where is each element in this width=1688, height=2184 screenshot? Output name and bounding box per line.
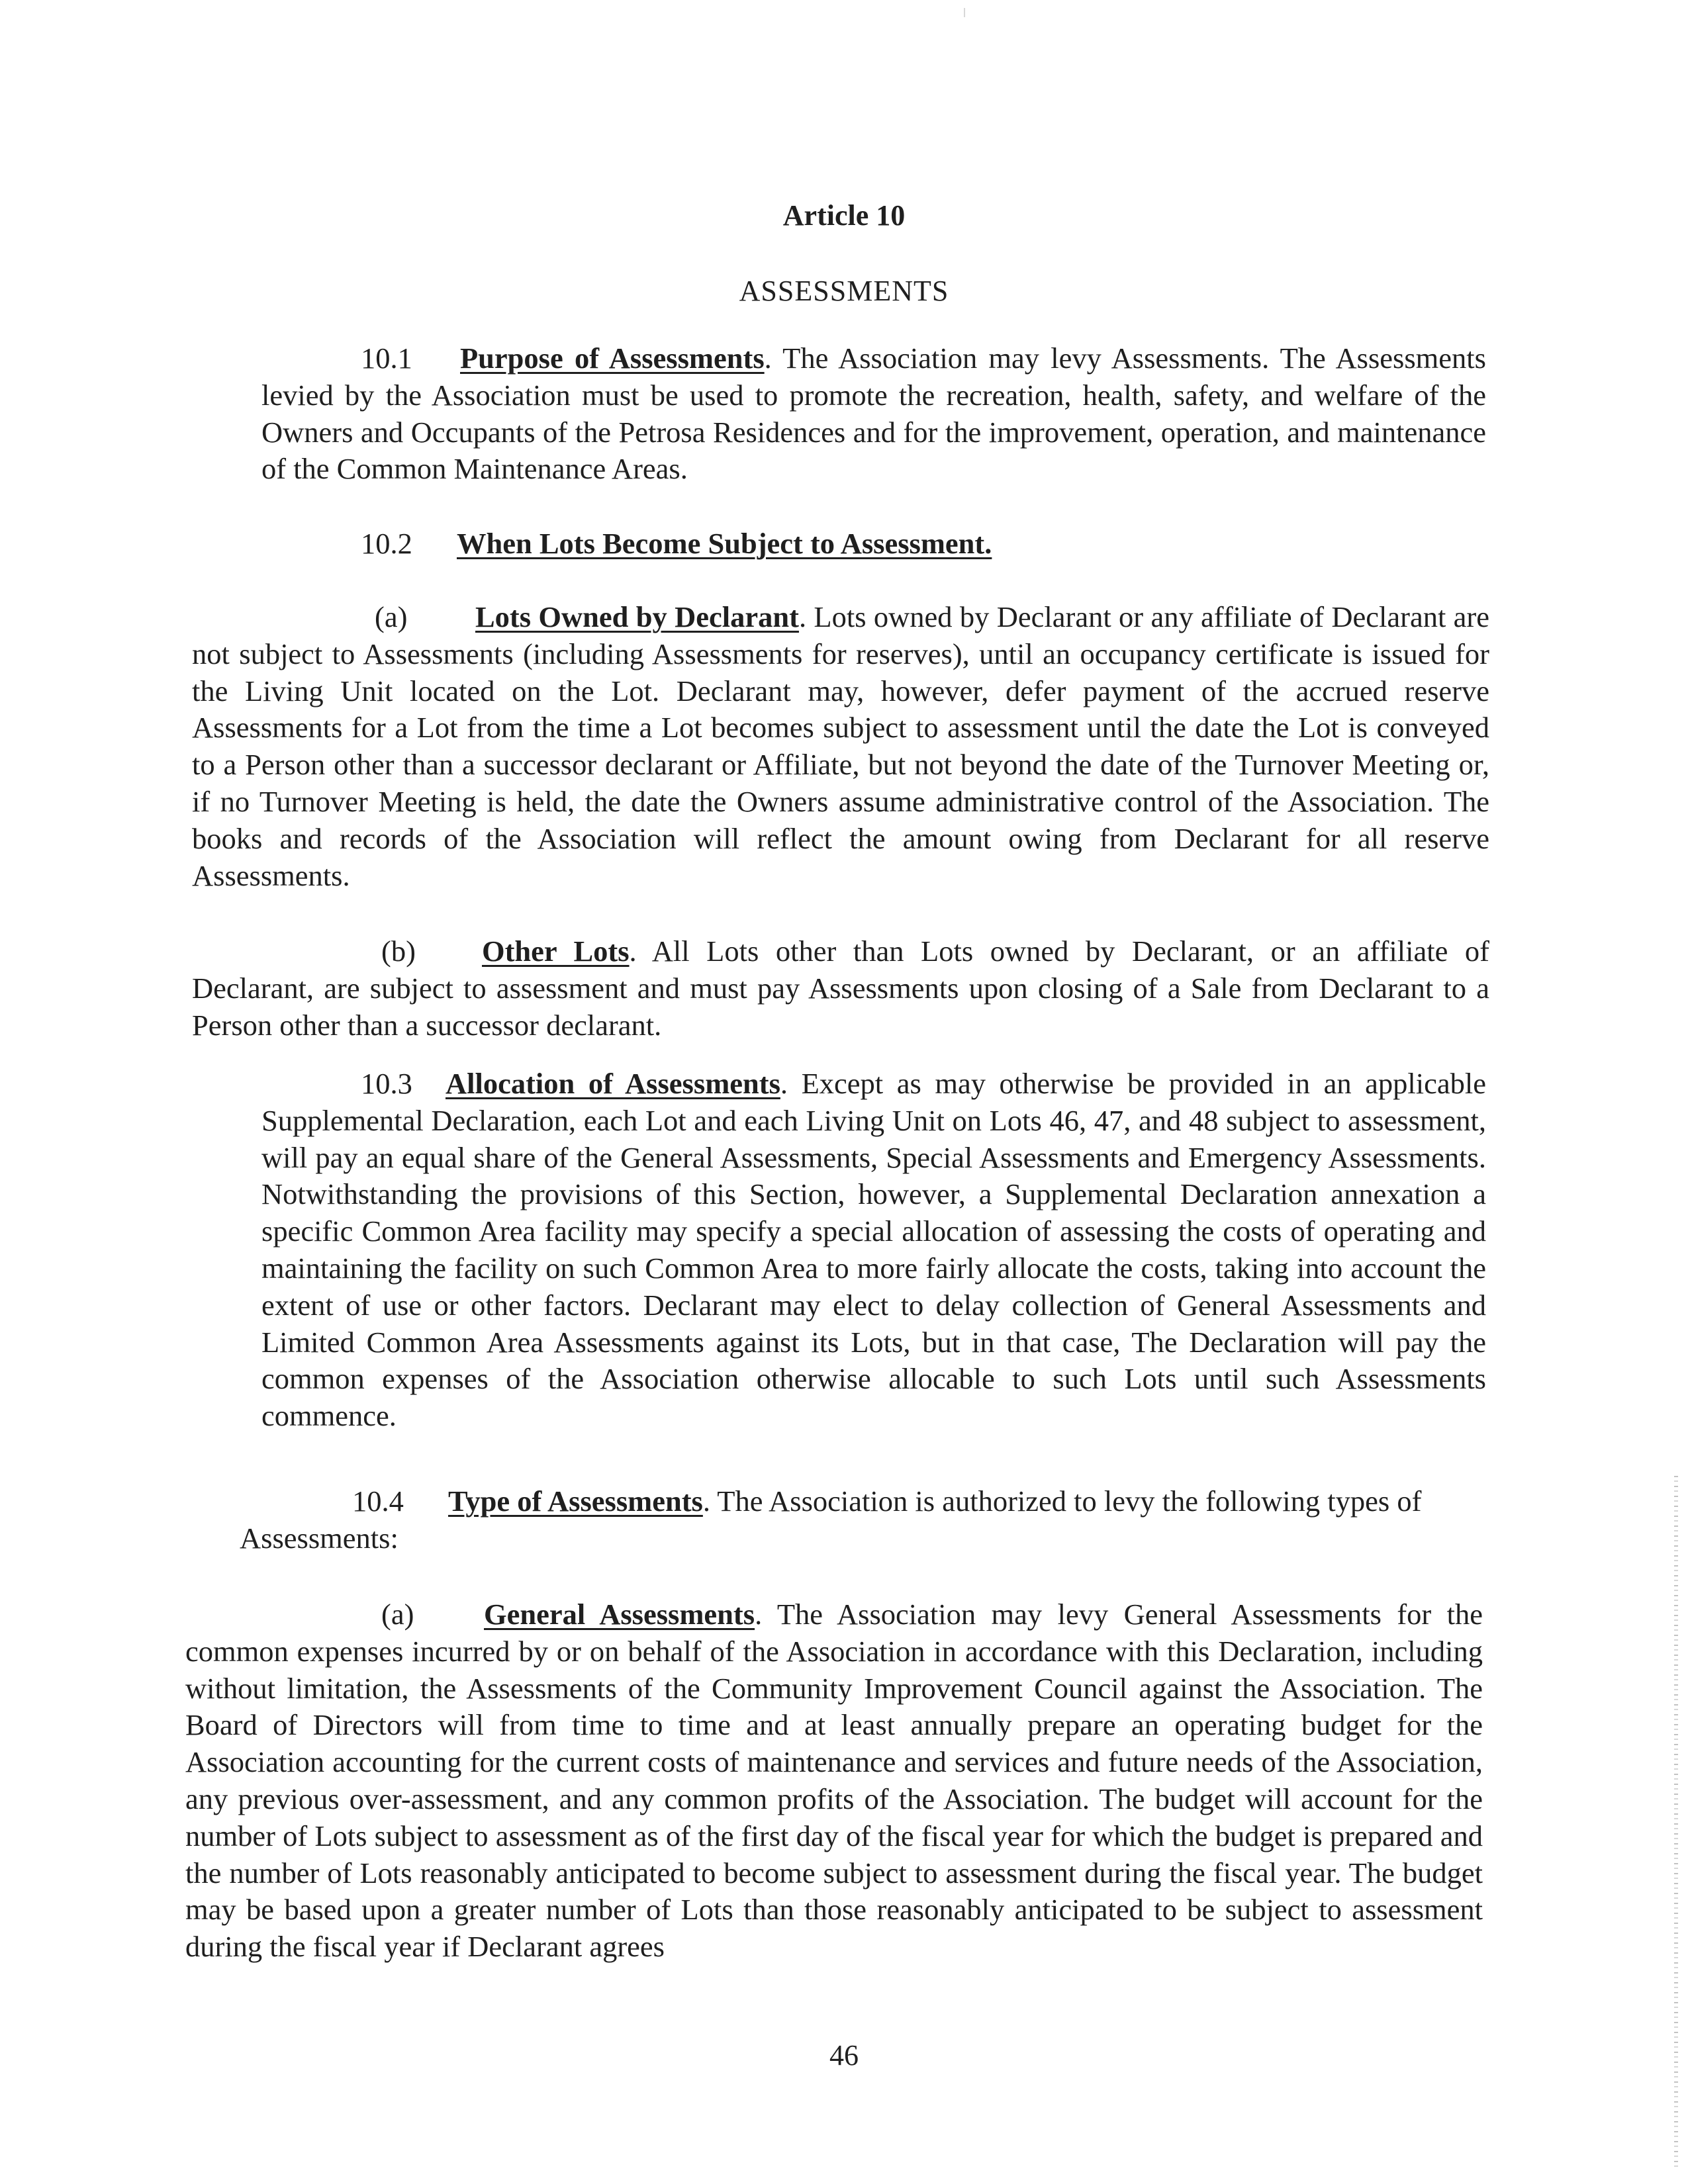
- section-title: Allocation of Assessments: [445, 1067, 780, 1100]
- section-text: . The Association may levy Assessments. The Assessments levied by the Association must be used to promote the recreation, health, safety, and welfare of the Owners and Occupants of the Petrosa Residences and for the improvement, operation, and maintenance of the Common Maintenance Areas.: [261, 341, 1486, 486]
- section-10-4-a: [185, 1596, 1483, 1966]
- subsection-title: General Assessments: [484, 1598, 755, 1631]
- section-title: Purpose of Assessments: [460, 341, 765, 375]
- section-text: . The Association is authorized to levy the following types of Assessments:: [240, 1484, 1422, 1555]
- section-10-2-a: [192, 599, 1489, 894]
- section-number: 10.3: [361, 1067, 412, 1100]
- section-number: 10.4: [352, 1484, 404, 1518]
- section-10-2-b: [192, 933, 1489, 1044]
- scan-speck: [964, 8, 965, 17]
- section-10-2: [261, 525, 1486, 563]
- section-title: When Lots Become Subject to Assessment.: [457, 527, 992, 560]
- subsection-text: . The Association may levy General Assessments for the common expenses incurred by or on behalf of the Association in accordance with this Declaration, including without limitation, the Assessments of the Community Improvement Council against the Association. The Board of Directors will from time to time and at least annually prepare an operating budget for the Association accounting for the current costs of maintenance and services and future needs of the Association, any previous over-assessment, and any common profits of the Association. The budget will account for the number of Lots subject to assessment as of the first day of the fiscal year for which the budget is prepared and the number of Lots reasonably anticipated to become subject to assessment during the fiscal year. The budget may be based upon a greater number of Lots than those reasonably anticipated to be subject to assessment during the fiscal year if Declarant agrees: [185, 1598, 1483, 1964]
- article-subtitle: ASSESSMENTS: [739, 275, 949, 307]
- page-number: 46: [829, 2039, 859, 2071]
- section-10-3: [261, 1066, 1486, 1435]
- subsection-title: Other Lots: [482, 934, 630, 968]
- section-10-1: [261, 340, 1486, 488]
- section-10-4: [240, 1483, 1471, 1557]
- section-number: 10.1: [361, 341, 412, 375]
- subsection-text: . All Lots other than Lots owned by Declarant, or an affiliate of Declarant, are subject to assessment and must pay Assessments upon closing of a Sale from Declarant to a Person other than a successor declarant.: [192, 934, 1489, 1042]
- subsection-title: Lots Owned by Declarant: [475, 600, 799, 633]
- subsection-label: (a): [381, 1598, 414, 1631]
- section-title: Type of Assessments: [448, 1484, 703, 1518]
- subsection-label: (b): [381, 934, 416, 968]
- article-title: Article 10: [782, 199, 906, 232]
- subsection-label: (a): [375, 600, 408, 633]
- scan-edge-marks: [1674, 1476, 1678, 2171]
- subsection-text: . Lots owned by Declarant or any affiliate of Declarant are not subject to Assessments (including Assessments for reserves), until an occupancy certificate is issued for the Living Unit located on the Lot. Declarant may, however, defer payment of the accrued reserve Assessments for a Lot from the time a Lot becomes subject to assessment until the date the Lot is conveyed to a Person other than a successor declarant or Affiliate, but not beyond the date of the Turnover Meeting or, if no Turnover Meeting is held, the date the Owners assume administrative control of the Association. The books and records of the Association will reflect the amount owing from Declarant for all reserve Assessments.: [192, 600, 1489, 892]
- section-text: . Except as may otherwise be provided in an applicable Supplemental Declaration, each Lot and each Living Unit on Lots 46, 47, and 48 subject to assessment, will pay an equal share of the General Assessments, Special Assessments and Emergency Assessments. Notwithstanding the provisions of this Section, however, a Supplemental Declaration annexation a specific Common Area facility may specify a special allocation of assessing the costs of operating and maintaining the facility on such Common Area to more fairly allocate the costs, taking into account the extent of use or other factors. Declarant may elect to delay collection of General Assessments and Limited Common Area Assessments against its Lots, but in that case, The Declaration will pay the common expenses of the Association otherwise allocable to such Lots until such Assessments commence.: [261, 1067, 1486, 1433]
- section-number: 10.2: [361, 527, 412, 560]
